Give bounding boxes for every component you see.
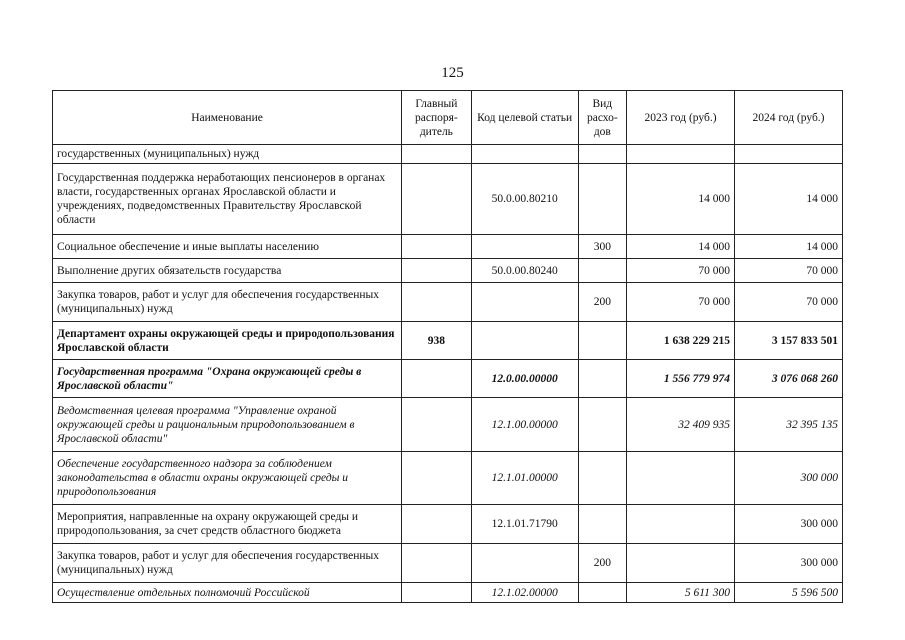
row-type bbox=[578, 505, 626, 544]
row-2023 bbox=[627, 505, 735, 544]
row-admin bbox=[402, 283, 472, 322]
row-type bbox=[578, 583, 626, 603]
header-admin: Главный распоря-дитель bbox=[402, 91, 472, 145]
row-2024: 70 000 bbox=[735, 283, 843, 322]
row-type: 200 bbox=[578, 544, 626, 583]
header-name: Наименование bbox=[53, 91, 402, 145]
row-2024: 3 076 068 260 bbox=[735, 360, 843, 398]
row-admin bbox=[402, 583, 472, 603]
row-2024: 300 000 bbox=[735, 452, 843, 505]
row-admin bbox=[402, 145, 472, 164]
row-2023: 32 409 935 bbox=[627, 398, 735, 452]
budget-table bbox=[52, 90, 843, 603]
header-code: Код целевой статьи bbox=[471, 91, 578, 145]
row-code bbox=[471, 283, 578, 322]
table-row bbox=[53, 398, 843, 452]
row-admin bbox=[402, 164, 472, 235]
row-code bbox=[471, 544, 578, 583]
row-admin bbox=[402, 235, 472, 259]
header-type: Вид расхо-дов bbox=[578, 91, 626, 145]
row-2023: 14 000 bbox=[627, 164, 735, 235]
row-type bbox=[578, 259, 626, 283]
table-row bbox=[53, 259, 843, 283]
row-name: Государственная поддержка неработающих пенсионеров в органах власти, государственных органах Ярославской области и учреждениях, подведомственных Правительству Ярославской области bbox=[53, 164, 402, 235]
row-2024: 70 000 bbox=[735, 259, 843, 283]
row-admin bbox=[402, 544, 472, 583]
row-name: Департамент охраны окружающей среды и природопользования Ярославской области bbox=[53, 322, 402, 360]
row-name: Государственная программа "Охрана окружающей среды в Ярославской области" bbox=[53, 360, 402, 398]
row-2024: 32 395 135 bbox=[735, 398, 843, 452]
header-2024: 2024 год (руб.) bbox=[735, 91, 843, 145]
row-code bbox=[471, 145, 578, 164]
table-row bbox=[53, 145, 843, 164]
row-2023 bbox=[627, 145, 735, 164]
row-name: государственных (муниципальных) нужд bbox=[53, 145, 402, 164]
row-2024: 300 000 bbox=[735, 544, 843, 583]
row-2024 bbox=[735, 145, 843, 164]
table-row bbox=[53, 235, 843, 259]
row-admin: 938 bbox=[402, 322, 472, 360]
row-code: 12.1.00.00000 bbox=[471, 398, 578, 452]
row-admin bbox=[402, 398, 472, 452]
row-type bbox=[578, 452, 626, 505]
row-name: Мероприятия, направленные на охрану окружающей среды и природопользования, за счет средств областного бюджета bbox=[53, 505, 402, 544]
table-row bbox=[53, 164, 843, 235]
row-2024: 3 157 833 501 bbox=[735, 322, 843, 360]
row-2024: 14 000 bbox=[735, 235, 843, 259]
row-name: Выполнение других обязательств государства bbox=[53, 259, 402, 283]
page-number: 125 bbox=[441, 65, 464, 81]
row-name: Социальное обеспечение и иные выплаты населению bbox=[53, 235, 402, 259]
row-admin bbox=[402, 360, 472, 398]
row-2023: 1 556 779 974 bbox=[627, 360, 735, 398]
row-code bbox=[471, 322, 578, 360]
table-row bbox=[53, 583, 843, 603]
row-type: 300 bbox=[578, 235, 626, 259]
row-2024: 300 000 bbox=[735, 505, 843, 544]
table-header bbox=[53, 91, 843, 145]
row-type: 200 bbox=[578, 283, 626, 322]
row-2024: 14 000 bbox=[735, 164, 843, 235]
row-name: Закупка товаров, работ и услуг для обеспечения государственных (муниципальных) нужд bbox=[53, 544, 402, 583]
row-admin bbox=[402, 505, 472, 544]
header-row bbox=[53, 91, 843, 145]
row-name: Закупка товаров, работ и услуг для обеспечения государственных (муниципальных) нужд bbox=[53, 283, 402, 322]
row-name: Осуществление отдельных полномочий Российской bbox=[53, 583, 402, 603]
row-code: 50.0.00.80210 bbox=[471, 164, 578, 235]
row-code: 12.1.02.00000 bbox=[471, 583, 578, 603]
table-row bbox=[53, 360, 843, 398]
row-name: Ведомственная целевая программа "Управление охраной окружающей среды и рациональным природопользованием в Ярославской области" bbox=[53, 398, 402, 452]
table-row bbox=[53, 322, 843, 360]
row-code: 12.1.01.71790 bbox=[471, 505, 578, 544]
row-admin bbox=[402, 259, 472, 283]
row-name: Обеспечение государственного надзора за соблюдением законодательства в области охраны окружающей среды и природопользования bbox=[53, 452, 402, 505]
row-2023: 70 000 bbox=[627, 259, 735, 283]
row-type bbox=[578, 322, 626, 360]
table-row bbox=[53, 283, 843, 322]
row-type bbox=[578, 360, 626, 398]
table-row bbox=[53, 452, 843, 505]
row-2024: 5 596 500 bbox=[735, 583, 843, 603]
row-admin bbox=[402, 452, 472, 505]
row-code bbox=[471, 235, 578, 259]
row-2023: 5 611 300 bbox=[627, 583, 735, 603]
row-2023: 1 638 229 215 bbox=[627, 322, 735, 360]
table-row bbox=[53, 505, 843, 544]
row-2023: 70 000 bbox=[627, 283, 735, 322]
row-code: 12.1.01.00000 bbox=[471, 452, 578, 505]
row-code: 50.0.00.80240 bbox=[471, 259, 578, 283]
table-row bbox=[53, 544, 843, 583]
row-2023 bbox=[627, 452, 735, 505]
row-code: 12.0.00.00000 bbox=[471, 360, 578, 398]
row-2023 bbox=[627, 544, 735, 583]
row-type bbox=[578, 164, 626, 235]
header-2023: 2023 год (руб.) bbox=[627, 91, 735, 145]
row-type bbox=[578, 398, 626, 452]
row-2023: 14 000 bbox=[627, 235, 735, 259]
table-body bbox=[53, 145, 843, 603]
row-type bbox=[578, 145, 626, 164]
